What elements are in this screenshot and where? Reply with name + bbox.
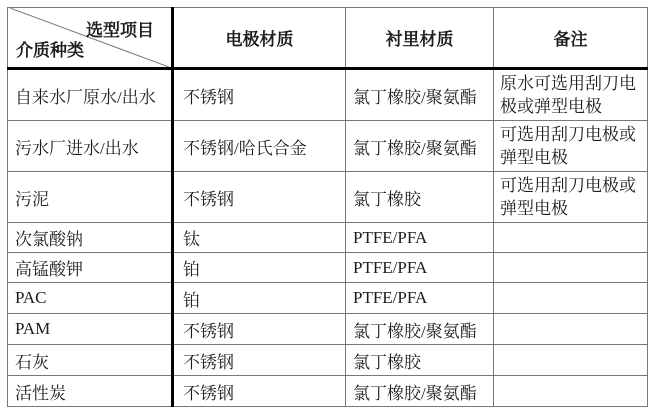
table-row [8,121,648,172]
table-row [8,283,648,314]
medium-cell: 自来水厂原水/出水 [8,69,173,121]
medium-cell: 高锰酸钾 [8,253,173,283]
lining-cell: 氯丁橡胶/聚氨酯 [346,121,494,172]
column-header-note: 备注 [494,8,648,69]
electrode-cell: 不锈钢 [173,172,346,223]
table-row [8,223,648,253]
table-row [8,172,648,223]
table-row [8,253,648,283]
column-header-electrode: 电极材质 [173,8,346,69]
lining-cell: PTFE/PFA [346,253,494,283]
electrode-cell: 不锈钢 [173,345,346,376]
note-cell: 原水可选用刮刀电极或弹型电极 [494,69,648,121]
table-row [8,345,648,376]
lining-cell: PTFE/PFA [346,223,494,253]
material-selection-table [7,7,648,407]
table-header-row [8,8,648,69]
lining-cell: 氯丁橡胶 [346,345,494,376]
electrode-cell: 不锈钢 [173,314,346,345]
corner-header-cell [8,8,173,69]
medium-cell: 污泥 [8,172,173,223]
lining-cell: 氯丁橡胶/聚氨酯 [346,314,494,345]
note-cell: 可选用刮刀电极或弹型电极 [494,121,648,172]
lining-cell: PTFE/PFA [346,283,494,314]
note-cell: 可选用刮刀电极或弹型电极 [494,172,648,223]
note-cell [494,253,648,283]
medium-cell: 活性炭 [8,376,173,407]
electrode-cell: 不锈钢/哈氏合金 [173,121,346,172]
note-cell [494,345,648,376]
medium-cell: PAC [8,283,173,314]
column-header-lining: 衬里材质 [346,8,494,69]
lining-cell: 氯丁橡胶 [346,172,494,223]
medium-cell: 石灰 [8,345,173,376]
electrode-cell: 不锈钢 [173,69,346,121]
corner-top-label: 选型项目 [86,21,154,40]
table-row [8,69,648,121]
table-row [8,314,648,345]
note-cell [494,223,648,253]
note-cell [494,283,648,314]
electrode-cell: 不锈钢 [173,376,346,407]
note-cell [494,314,648,345]
medium-cell: PAM [8,314,173,345]
electrode-cell: 铂 [173,283,346,314]
medium-cell: 污水厂进水/出水 [8,121,173,172]
lining-cell: 氯丁橡胶/聚氨酯 [346,376,494,407]
electrode-cell: 铂 [173,253,346,283]
corner-bottom-label: 介质种类 [16,41,84,60]
medium-cell: 次氯酸钠 [8,223,173,253]
lining-cell: 氯丁橡胶/聚氨酯 [346,69,494,121]
electrode-cell: 钛 [173,223,346,253]
